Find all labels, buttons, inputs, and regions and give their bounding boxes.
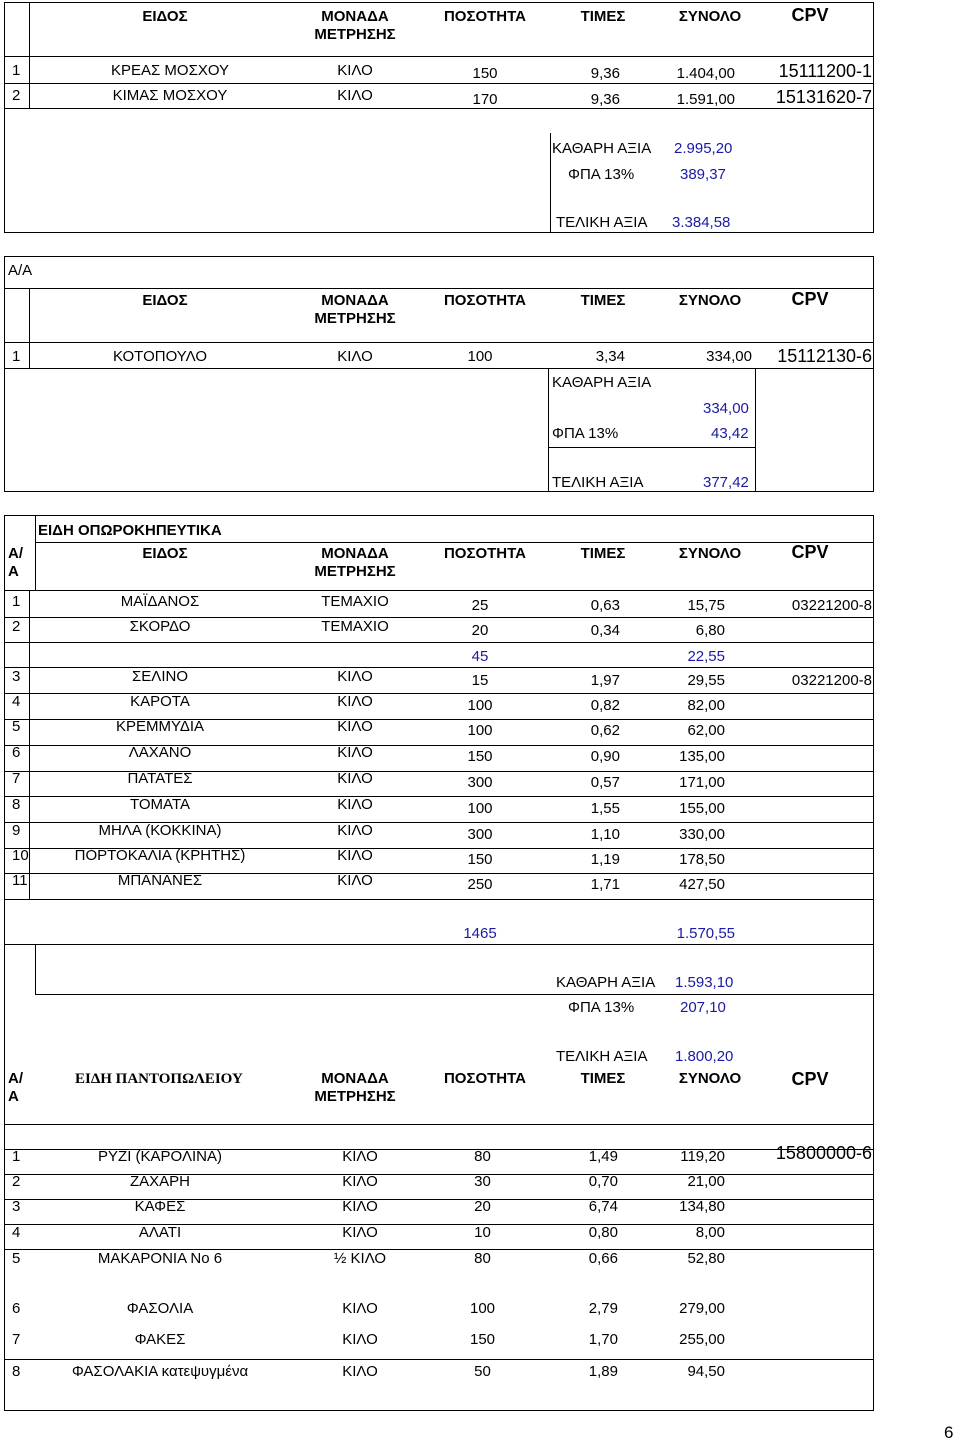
- row-unit: ΚΙΛΟ: [337, 822, 373, 839]
- row-item: ΑΛΑΤΙ: [138, 1224, 182, 1241]
- row-qty: 100: [467, 722, 493, 739]
- header-cpv: CPV: [791, 289, 829, 309]
- header-unit-line1: ΜΟΝΑΔΑ: [321, 1070, 389, 1087]
- header-unit-line2: ΜΕΤΡΗΣΗΣ: [314, 563, 396, 580]
- row-item: ΣΕΛΙΝΟ: [132, 668, 188, 685]
- row-qty: 250: [467, 876, 493, 893]
- header-price: ΤΙΜΕΣ: [580, 545, 626, 562]
- header-qty: ΠΟΣΟΤΗΤΑ: [443, 292, 527, 309]
- row-item: ΜΗΛΑ (ΚΟΚΚΙΝΑ): [98, 822, 222, 839]
- header-total: ΣΥΝΟΛΟ: [678, 1070, 742, 1087]
- row-n: 6: [12, 1300, 21, 1317]
- row-price: 0,57: [590, 774, 620, 791]
- row-total: 135,00: [679, 748, 725, 765]
- row-item: ΦΑΣΟΛΑΚΙΑ κατεψυγμένα: [71, 1363, 249, 1380]
- vat-label: ΦΠΑ 13%: [568, 999, 635, 1016]
- row-price: 0,66: [588, 1250, 618, 1267]
- row-total: 119,20: [680, 1148, 725, 1165]
- row-price: 9,36: [590, 65, 620, 82]
- produce-and-grocery-table: [4, 515, 874, 1411]
- row-item: ΖΑΧΑΡΗ: [129, 1173, 190, 1190]
- row-qty: 15: [471, 672, 489, 689]
- header-total: ΣΥΝΟΛΟ: [678, 292, 742, 309]
- row-total: 29,55: [687, 672, 725, 689]
- row-total: 6,80: [695, 622, 725, 639]
- header-cpv: CPV: [791, 1069, 829, 1089]
- net-value: 334,00: [703, 400, 749, 417]
- row-qty: 170: [472, 91, 498, 108]
- sum-total: 1.570,55: [676, 925, 735, 942]
- net-label: ΚΑΘΑΡΗ ΑΞΙΑ: [556, 974, 656, 991]
- header-aa: [8, 545, 23, 581]
- row-unit: ΚΙΛΟ: [342, 1363, 378, 1380]
- header-unit: [300, 8, 410, 44]
- header-aa-line2: Α: [8, 1088, 19, 1105]
- header-unit: [300, 292, 410, 328]
- row-qty: 25: [471, 597, 489, 614]
- sum-qty: 1465: [463, 925, 497, 942]
- row-unit: ΚΙΛΟ: [342, 1224, 378, 1241]
- row-price: 6,74: [588, 1198, 618, 1215]
- row-n: 1: [12, 1148, 21, 1165]
- row-price: 3,34: [595, 348, 625, 365]
- header-item: ΕΙΔΟΣ: [142, 292, 188, 309]
- row-price: 1,10: [590, 826, 620, 843]
- row-unit: ΚΙΛΟ: [337, 693, 373, 710]
- row-price: 1,49: [588, 1148, 618, 1165]
- header-unit-line1: ΜΟΝΑΔΑ: [321, 545, 389, 562]
- net-label: ΚΑΘΑΡΗ ΑΞΙΑ: [552, 140, 652, 157]
- row-number: 1: [12, 62, 21, 79]
- row-item: ΠΑΤΑΤΕΣ: [127, 770, 193, 787]
- row-price: 1,55: [590, 800, 620, 817]
- row-qty: 100: [467, 800, 493, 817]
- row-total: 82,00: [687, 697, 725, 714]
- row-price: 0,34: [590, 622, 620, 639]
- row-number: 2: [12, 87, 21, 104]
- row-qty: 300: [467, 774, 493, 791]
- row-unit: ΚΙΛΟ: [342, 1198, 378, 1215]
- row-total: 178,50: [679, 851, 725, 868]
- row-n: 4: [12, 693, 21, 710]
- row-total: 255,00: [679, 1331, 725, 1348]
- row-total: 8,00: [695, 1224, 725, 1241]
- row-total: 52,80: [687, 1250, 725, 1267]
- row-total: 62,00: [687, 722, 725, 739]
- header-total: ΣΥΝΟΛΟ: [678, 8, 742, 25]
- header-unit: [300, 545, 410, 581]
- header-unit-line2: ΜΕΤΡΗΣΗΣ: [314, 310, 396, 327]
- row-cpv: 03221200-8: [791, 672, 872, 689]
- row-total: 427,50: [679, 876, 725, 893]
- vat-label: ΦΠΑ 13%: [552, 425, 619, 442]
- row-item: ΦΑΚΕΣ: [134, 1331, 186, 1348]
- row-n: 4: [12, 1224, 21, 1241]
- row-unit: ΤΕΜΑΧΙΟ: [321, 618, 389, 635]
- row-n: 6: [12, 744, 21, 761]
- row-unit: ΚΙΛΟ: [337, 668, 373, 685]
- vat-label: ΦΠΑ 13%: [568, 166, 635, 183]
- row-item: ΚΙΜΑΣ ΜΟΣΧΟΥ: [112, 87, 228, 104]
- row-n: 5: [12, 1250, 21, 1267]
- row-total: 21,00: [687, 1173, 725, 1190]
- row-qty: 80: [474, 1148, 491, 1165]
- row-item: ΠΟΡΤΟΚΑΛΙΑ (ΚΡΗΤΗΣ): [74, 847, 246, 864]
- row-item: ΜΠΑΝΑΝΕΣ: [117, 872, 203, 889]
- header-unit-line2: ΜΕΤΡΗΣΗΣ: [314, 1088, 396, 1105]
- final-value: 1.800,20: [675, 1048, 734, 1065]
- row-cpv: 15131620-7: [775, 87, 872, 107]
- header-qty: ΠΟΣΟΤΗΤΑ: [443, 8, 527, 25]
- row-qty: 50: [474, 1363, 491, 1380]
- row-qty: 20: [474, 1198, 491, 1215]
- row-price: 2,79: [588, 1300, 618, 1317]
- row-qty: 20: [471, 622, 489, 639]
- row-n: 7: [12, 1331, 21, 1348]
- row-qty: 30: [474, 1173, 491, 1190]
- row-cpv: 15800000-6: [775, 1143, 872, 1163]
- row-total: 1.404,00: [676, 65, 735, 82]
- row-qty: 100: [467, 697, 493, 714]
- row-price: 0,82: [590, 697, 620, 714]
- row-qty: 100: [467, 348, 493, 365]
- row-unit: ΚΙΛΟ: [342, 1148, 378, 1165]
- row-price: 9,36: [590, 91, 620, 108]
- header-cpv: CPV: [791, 542, 829, 562]
- header-qty: ΠΟΣΟΤΗΤΑ: [443, 1070, 527, 1087]
- row-unit: ΚΙΛΟ: [342, 1300, 378, 1317]
- row-item: ΦΑΣΟΛΙΑ: [126, 1300, 194, 1317]
- row-n: 9: [12, 822, 21, 839]
- row-cpv: 15111200-1: [778, 61, 872, 81]
- row-unit: ½ ΚΙΛΟ: [333, 1250, 387, 1267]
- final-label: ΤΕΛΙΚΗ ΑΞΙΑ: [556, 1048, 648, 1065]
- row-qty: 150: [467, 748, 493, 765]
- row-total: 134,80: [679, 1198, 725, 1215]
- row-unit: ΚΙΛΟ: [342, 1173, 378, 1190]
- row-qty: 10: [474, 1224, 491, 1241]
- row-qty: 150: [472, 65, 498, 82]
- header-item: ΕΙΔΟΣ: [142, 545, 188, 562]
- header-aa-line1: Α/: [8, 545, 23, 562]
- row-unit: ΚΙΛΟ: [337, 718, 373, 735]
- row-unit: ΚΙΛΟ: [337, 87, 373, 104]
- vat-value: 389,37: [680, 166, 726, 183]
- row-n: 2: [12, 618, 21, 635]
- row-item: ΣΚΟΡΔΟ: [129, 618, 191, 635]
- row-unit: ΚΙΛΟ: [337, 348, 373, 365]
- row-qty: 300: [467, 826, 493, 843]
- header-aa-line2: Α: [8, 563, 19, 580]
- net-value: 2.995,20: [674, 140, 733, 157]
- row-total: 1.591,00: [676, 91, 735, 108]
- row-qty: 150: [469, 1331, 496, 1348]
- row-price: 1,71: [590, 876, 620, 893]
- row-number: 1: [12, 348, 21, 365]
- vat-value: 207,10: [680, 999, 726, 1016]
- page-number: 6: [944, 1423, 954, 1442]
- row-total: 15,75: [687, 597, 725, 614]
- row-price: 0,63: [590, 597, 620, 614]
- row-item: ΤΟΜΑΤΑ: [130, 796, 190, 813]
- row-price: 1,89: [588, 1363, 618, 1380]
- section-title-grocery: ΕΙΔΗ ΠΑΝΤΟΠΩΛΕΙΟΥ: [75, 1071, 243, 1087]
- row-cpv: 03221200-8: [791, 597, 872, 614]
- row-unit: ΚΙΛΟ: [337, 770, 373, 787]
- net-value: 1.593,10: [675, 974, 734, 991]
- row-item: ΚΑΡΟΤΑ: [130, 693, 190, 710]
- row-total: 330,00: [679, 826, 725, 843]
- final-label: ΤΕΛΙΚΗ ΑΞΙΑ: [556, 214, 648, 231]
- header-price: ΤΙΜΕΣ: [580, 292, 626, 309]
- row-n: 8: [12, 796, 21, 813]
- row-unit: ΚΙΛΟ: [337, 847, 373, 864]
- header-price: ΤΙΜΕΣ: [580, 1070, 626, 1087]
- row-item: ΜΑΚΑΡΟΝΙΑ Νο 6: [97, 1250, 223, 1267]
- row-item: ΚΡΕΑΣ ΜΟΣΧΟΥ: [110, 62, 230, 79]
- row-item: ΚΡΕΜΜΥΔΙΑ: [115, 718, 205, 735]
- header-aa: Α/Α: [8, 262, 33, 279]
- row-price: 1,19: [590, 851, 620, 868]
- row-total: 279,00: [679, 1300, 725, 1317]
- header-unit-line1: ΜΟΝΑΔΑ: [321, 8, 389, 25]
- header-total: ΣΥΝΟΛΟ: [678, 545, 742, 562]
- header-aa-line1: Α/: [8, 1070, 23, 1087]
- final-value: 3.384,58: [672, 214, 731, 231]
- row-total: 155,00: [679, 800, 725, 817]
- row-total: 334,00: [706, 348, 752, 365]
- row-unit: ΚΙΛΟ: [337, 796, 373, 813]
- row-n: 3: [12, 668, 21, 685]
- row-item: ΚΟΤΟΠΟΥΛΟ: [112, 348, 208, 365]
- row-qty: 45: [471, 648, 489, 665]
- row-item: ΚΑΦΕΣ: [134, 1198, 186, 1215]
- row-item: ΛΑΧΑΝΟ: [128, 744, 192, 761]
- final-value: 377,42: [703, 474, 749, 491]
- row-n: 7: [12, 770, 21, 787]
- row-unit: ΚΙΛΟ: [337, 872, 373, 889]
- final-label: ΤΕΛΙΚΗ ΑΞΙΑ: [552, 474, 644, 491]
- row-n: 3: [12, 1198, 21, 1215]
- row-qty: 100: [469, 1300, 496, 1317]
- row-item: ΡΥΖΙ (ΚΑΡΟΛΙΝΑ): [98, 1148, 222, 1165]
- row-price: 0,90: [590, 748, 620, 765]
- header-unit: [300, 1070, 410, 1106]
- row-qty: 80: [474, 1250, 491, 1267]
- row-unit: ΤΕΜΑΧΙΟ: [321, 593, 389, 610]
- row-total: 171,00: [679, 774, 725, 791]
- row-cpv: 15112130-6: [777, 346, 872, 366]
- section-title-produce: ΕΙΔΗ ΟΠΩΡΟΚΗΠΕΥΤΙΚΑ: [38, 522, 222, 539]
- row-n: 5: [12, 718, 21, 735]
- row-total: 94,50: [687, 1363, 725, 1380]
- net-label: ΚΑΘΑΡΗ ΑΞΙΑ: [552, 374, 652, 391]
- row-unit: ΚΙΛΟ: [337, 744, 373, 761]
- row-qty: 150: [467, 851, 493, 868]
- row-n: 11: [12, 872, 28, 889]
- meat-table: [4, 2, 874, 233]
- row-price: 0,62: [590, 722, 620, 739]
- header-price: ΤΙΜΕΣ: [580, 8, 626, 25]
- header-unit-line1: ΜΟΝΑΔΑ: [321, 292, 389, 309]
- row-price: 1,70: [588, 1331, 618, 1348]
- row-price: 0,80: [588, 1224, 618, 1241]
- vat-value: 43,42: [711, 425, 749, 442]
- header-item: ΕΙΔΟΣ: [142, 8, 188, 25]
- row-n: 8: [12, 1363, 21, 1380]
- row-n: 1: [12, 593, 21, 610]
- row-unit: ΚΙΛΟ: [342, 1331, 378, 1348]
- row-price: 0,70: [588, 1173, 618, 1190]
- row-n: 10: [12, 847, 29, 864]
- row-item: ΜΑΪΔΑΝΟΣ: [120, 593, 200, 610]
- header-qty: ΠΟΣΟΤΗΤΑ: [443, 545, 527, 562]
- row-total: 22,55: [687, 648, 725, 665]
- header-unit-line2: ΜΕΤΡΗΣΗΣ: [314, 26, 396, 43]
- row-unit: ΚΙΛΟ: [337, 62, 373, 79]
- row-price: 1,97: [590, 672, 620, 689]
- header-cpv: CPV: [791, 5, 829, 25]
- header-aa: [8, 1070, 23, 1106]
- row-n: 2: [12, 1173, 21, 1190]
